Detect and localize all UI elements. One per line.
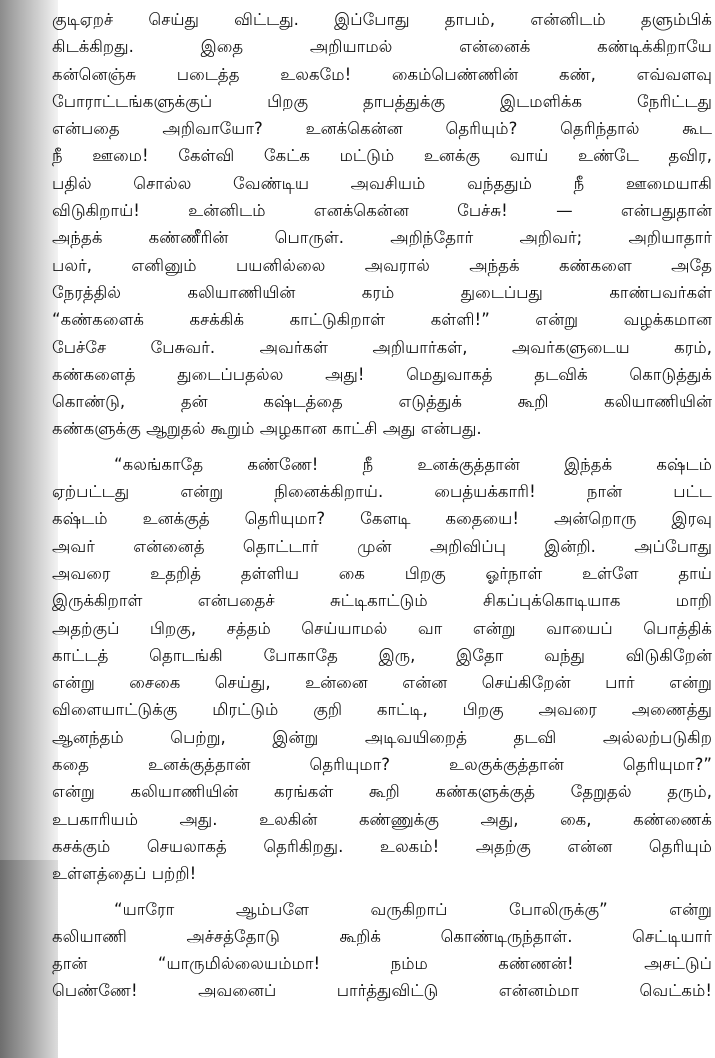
text-line: கன்னெஞ்சு படைத்த உலகமே! கைம்பெண்ணின் கண், எவ்வளவு [52, 64, 712, 84]
text-line: என்பதை அறிவாயோ? உனக்கென்ன தெரியும்? தெரிந்தால் கூட [52, 119, 712, 139]
text-line: தான் “யாருமில்லையம்மா! நம்ம கண்ணன்! அசட்டுப் [52, 954, 712, 974]
text-line: உபகாரியம் அது. உலகின் கண்ணுக்கு அது, கை, கண்ணைக் [52, 809, 712, 829]
text-line: அவரை உதறித் தள்ளிய கை பிறகு ஓர்நாள் உள்ளே தாய் [52, 563, 712, 583]
text-line: பெண்ணே! அவனைப் பார்த்துவிட்டு என்னம்மா வெட்கம்! [52, 981, 712, 1001]
text-line: கொண்டு, தன் கஷ்டத்தை எடுத்துக் கூறி கலியாணியின் [52, 392, 712, 412]
text-line: பேச்சே பேசுவர். அவர்கள் அறியார்கள், அவர்களுடைய கரம், [52, 337, 712, 357]
text-line: போராட்டங்களுக்குப் பிறகு தாபத்துக்கு இடமளிக்க நேரிட்டது [52, 91, 712, 111]
text-line: கஷ்டம் உனக்குத் தெரியுமா? கேளடி கதையை! அன்றொரு இரவு [52, 509, 712, 529]
text-line: குடிஏறச் செய்து விட்டது. இப்போது தாபம், என்னிடம் தளும்பிக் [52, 10, 712, 29]
text-line: விளையாட்டுக்கு மிரட்டும் குறி காட்டி, பிறகு அவரை அணைத்து [52, 700, 712, 720]
text-line: ஆனந்தம் பெற்று, இன்று அடிவயிறைத் தடவி அல்லற்படுகிற [52, 727, 712, 747]
text-line: பலர், எனினும் பயனில்லை அவரால் அந்தக் கண்களை அதே [52, 255, 712, 275]
page-binding-shadow-lower [0, 860, 58, 1058]
text-line: கசக்கும் செயலாகத் தெரிகிறது. உலகம்! அதற்கு என்ன தெரியும் [52, 836, 712, 856]
text-line: ஏற்பட்டது என்று நினைக்கிறாய். பைத்யக்காரி! நான் பட்ட [52, 482, 712, 502]
text-line: பதில் சொல்ல வேண்டிய அவசியம் வந்ததும் நீ ஊமையாகி [52, 173, 712, 193]
paragraph [52, 896, 712, 1005]
text-line: காட்டத் தொடங்கி போகாதே இரு, இதோ வந்து விடுகிறேன் [52, 645, 712, 665]
text-line: நீ ஊமை! கேள்வி கேட்க மட்டும் உனக்கு வாய் உண்டே தவிர, [52, 146, 712, 166]
text-line: கிடக்கிறது. இதை அறியாமல் என்னைக் கண்டிக்கிறாயே [52, 37, 712, 57]
text-line: கதை உனக்குத்தான் தெரியுமா? உலகுக்குத்தான் தெரியுமா?” [52, 755, 712, 775]
text-line: நேரத்தில் கலியாணியின் கரம் துடைப்பது காண்பவர்கள் [52, 282, 712, 302]
text-line: அந்தக் கண்ணீரின் பொருள். அறிந்தோர் அறிவர்; அறியாதார் [52, 228, 712, 248]
text-line: கண்களுக்கு ஆறுதல் கூறும் அழகான காட்சி அது என்பது. [52, 419, 482, 439]
paragraph [52, 451, 712, 888]
text-line: உள்ளத்தைப் பற்றி! [52, 864, 197, 884]
text-line: கலியாணி அச்சத்தோடு கூறிக் கொண்டிருந்தாள். செட்டியார் [52, 926, 712, 946]
paragraph [52, 6, 712, 443]
text-line: என்று கலியாணியின் கரங்கள் கூறி கண்களுக்குத் தேறுதல் தரும், [52, 782, 712, 802]
text-line: இருக்கிறாள் என்பதைச் சுட்டிகாட்டும் சிகப்புக்கொடியாக மாறி [52, 591, 712, 611]
text-line: “யாரோ ஆம்பளே வருகிறாப் போலிருக்கு” என்று [114, 899, 712, 919]
text-line: “கண்களைக் கசக்கிக் காட்டுகிறாள் கள்ளி!” என்று வழக்கமான [52, 310, 712, 330]
text-line: கண்களைத் துடைப்பதல்ல அது! மெதுவாகத் தடவிக் கொடுத்துக் [52, 364, 712, 384]
text-line: என்று சைகை செய்து, உன்னை என்ன செய்கிறேன் பார் என்று [52, 673, 712, 693]
page-text [52, 6, 712, 1005]
text-line: அதற்குப் பிறகு, சத்தம் செய்யாமல் வா என்று வாயைப் பொத்திக் [52, 618, 712, 638]
text-line: “கலங்காதே கண்ணே! நீ உனக்குத்தான் இந்தக் கஷ்டம் [114, 454, 712, 474]
text-line: விடுகிறாய்! உன்னிடம் எனக்கென்ன பேச்சு! — என்பதுதான் [52, 201, 712, 221]
text-line: அவர் என்னைத் தொட்டார் முன் அறிவிப்பு இன்றி. அப்போது [52, 536, 712, 556]
